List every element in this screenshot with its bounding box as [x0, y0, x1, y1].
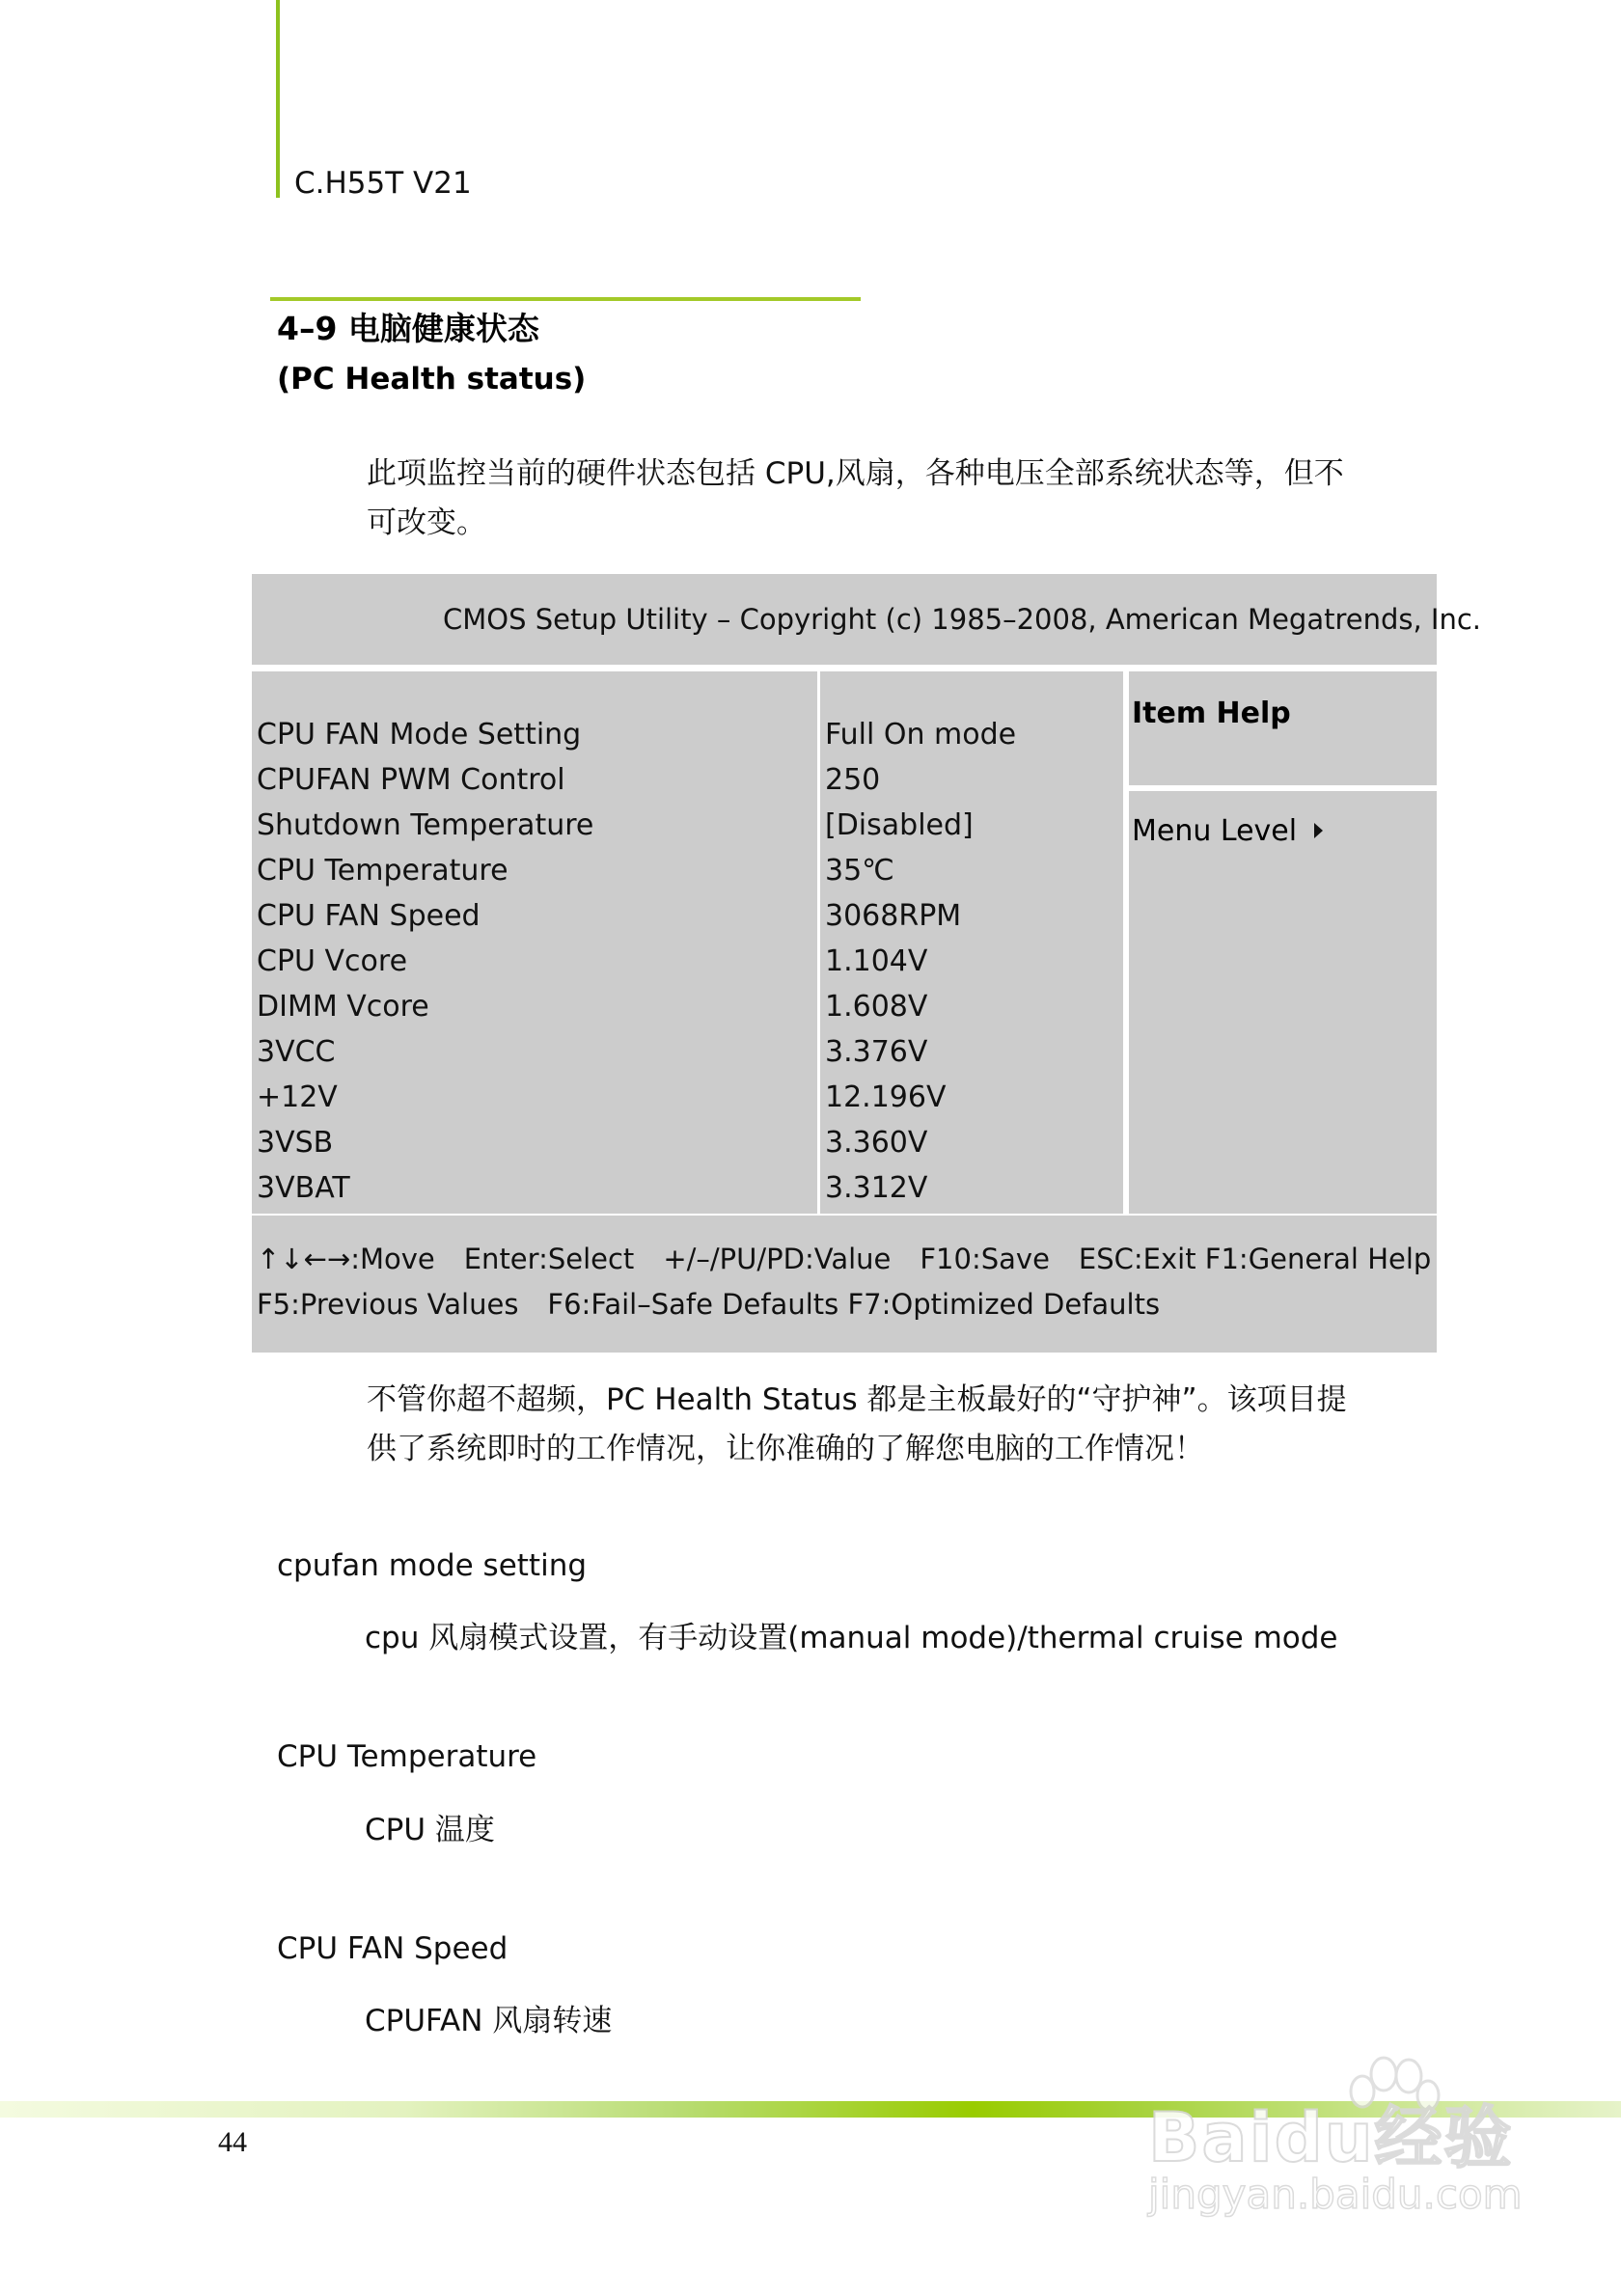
- bios-row-value: 1.608V: [825, 990, 928, 1024]
- bios-row-value[interactable]: Full On mode: [825, 718, 1017, 752]
- bios-row-label: 3VBAT: [257, 1171, 350, 1205]
- bios-row-label[interactable]: CPU FAN Mode Setting: [257, 718, 582, 752]
- section-divider: [270, 297, 861, 301]
- bios-row-label: 3VCC: [257, 1035, 336, 1069]
- key-legend-line: [257, 1282, 1189, 1327]
- key-hint-select: Enter:Select: [463, 1243, 635, 1275]
- watermark-url: jingyan.baidu.com: [1148, 2171, 1523, 2218]
- bios-row-label: DIMM Vcore: [257, 990, 429, 1024]
- bios-row-value: 35℃: [825, 854, 894, 888]
- item-description: CPUFAN 风扇转速: [365, 2004, 613, 2038]
- intro-paragraph: [367, 450, 1344, 548]
- header-accent-line: [276, 0, 280, 198]
- baidu-watermark: [1148, 2045, 1553, 2238]
- bios-row-label[interactable]: Shutdown Temperature: [257, 808, 594, 842]
- description-paragraph: [367, 1376, 1347, 1474]
- bios-title-bar: CMOS Setup Utility – Copyright (c) 1985–2008, American Megatrends, Inc.: [252, 574, 1437, 665]
- description-line: 供了系统即时的工作情况，让你准确的了解您电脑的工作情况！: [367, 1432, 1204, 1466]
- key-hint-move: ↑↓←→:Move: [257, 1243, 435, 1275]
- bios-row-value: 3068RPM: [825, 899, 962, 933]
- bios-key-legend: [252, 1216, 1437, 1353]
- item-title: CPU FAN Speed: [277, 1931, 508, 1966]
- menu-level-label: Menu Level: [1132, 814, 1298, 848]
- bios-row-label[interactable]: CPUFAN PWM Control: [257, 763, 565, 797]
- section-title: 4–9 电脑健康状态: [277, 310, 539, 347]
- bios-row-label: 3VSB: [257, 1126, 334, 1160]
- bios-row-value: 3.312V: [825, 1171, 928, 1205]
- bios-row-value[interactable]: [Disabled]: [825, 808, 974, 842]
- bios-row-value: 3.376V: [825, 1035, 928, 1069]
- section-subtitle: (PC Health status): [277, 362, 587, 396]
- item-help-title: Item Help: [1132, 697, 1291, 730]
- bios-row-value: 1.104V: [825, 944, 928, 978]
- item-title: cpufan mode setting: [277, 1548, 588, 1583]
- bios-values-column: [820, 671, 1123, 1214]
- menu-level-indicator: [1132, 814, 1323, 848]
- bios-row-value: 12.196V: [825, 1080, 947, 1114]
- key-hint-defaults: F6:Fail–Safe Defaults F7:Optimized Defaults: [547, 1288, 1161, 1321]
- menu-level-panel: [1129, 791, 1437, 1214]
- model-label: C.H55T V21: [294, 166, 472, 201]
- intro-line: 可改变。: [367, 506, 486, 540]
- bios-screen: [252, 574, 1482, 1353]
- item-description: cpu 风扇模式设置，有手动设置(manual mode)/thermal cruise mode: [365, 1621, 1338, 1655]
- key-legend-line: [257, 1237, 1460, 1282]
- triangle-right-icon: [1314, 823, 1323, 838]
- bios-row-label: CPU Temperature: [257, 854, 508, 888]
- key-hint-save: F10:Save: [920, 1243, 1050, 1275]
- watermark-brand: Baidu经验: [1148, 2098, 1514, 2177]
- key-hint-previous: F5:Previous Values: [257, 1288, 519, 1321]
- key-hint-value: +/–/PU/PD:Value: [663, 1243, 892, 1275]
- item-title: CPU Temperature: [277, 1739, 537, 1774]
- bios-row-label: CPU Vcore: [257, 944, 408, 978]
- bios-row-label: CPU FAN Speed: [257, 899, 481, 933]
- item-help-panel: [1129, 671, 1437, 785]
- bios-labels-column: [252, 671, 817, 1214]
- description-line: 不管你超不超频，PC Health Status 都是主板最好的“守护神”。该项目提: [367, 1382, 1347, 1417]
- bios-row-value: 3.360V: [825, 1126, 928, 1160]
- page-number: 44: [218, 2126, 247, 2158]
- bios-row-label: +12V: [257, 1080, 338, 1114]
- bios-row-value[interactable]: 250: [825, 763, 881, 797]
- key-hint-exit-help: ESC:Exit F1:General Help: [1078, 1243, 1432, 1275]
- item-description: CPU 温度: [365, 1813, 495, 1847]
- intro-line: 此项监控当前的硬件状态包括 CPU,风扇，各种电压全部系统状态等，但不: [367, 456, 1344, 491]
